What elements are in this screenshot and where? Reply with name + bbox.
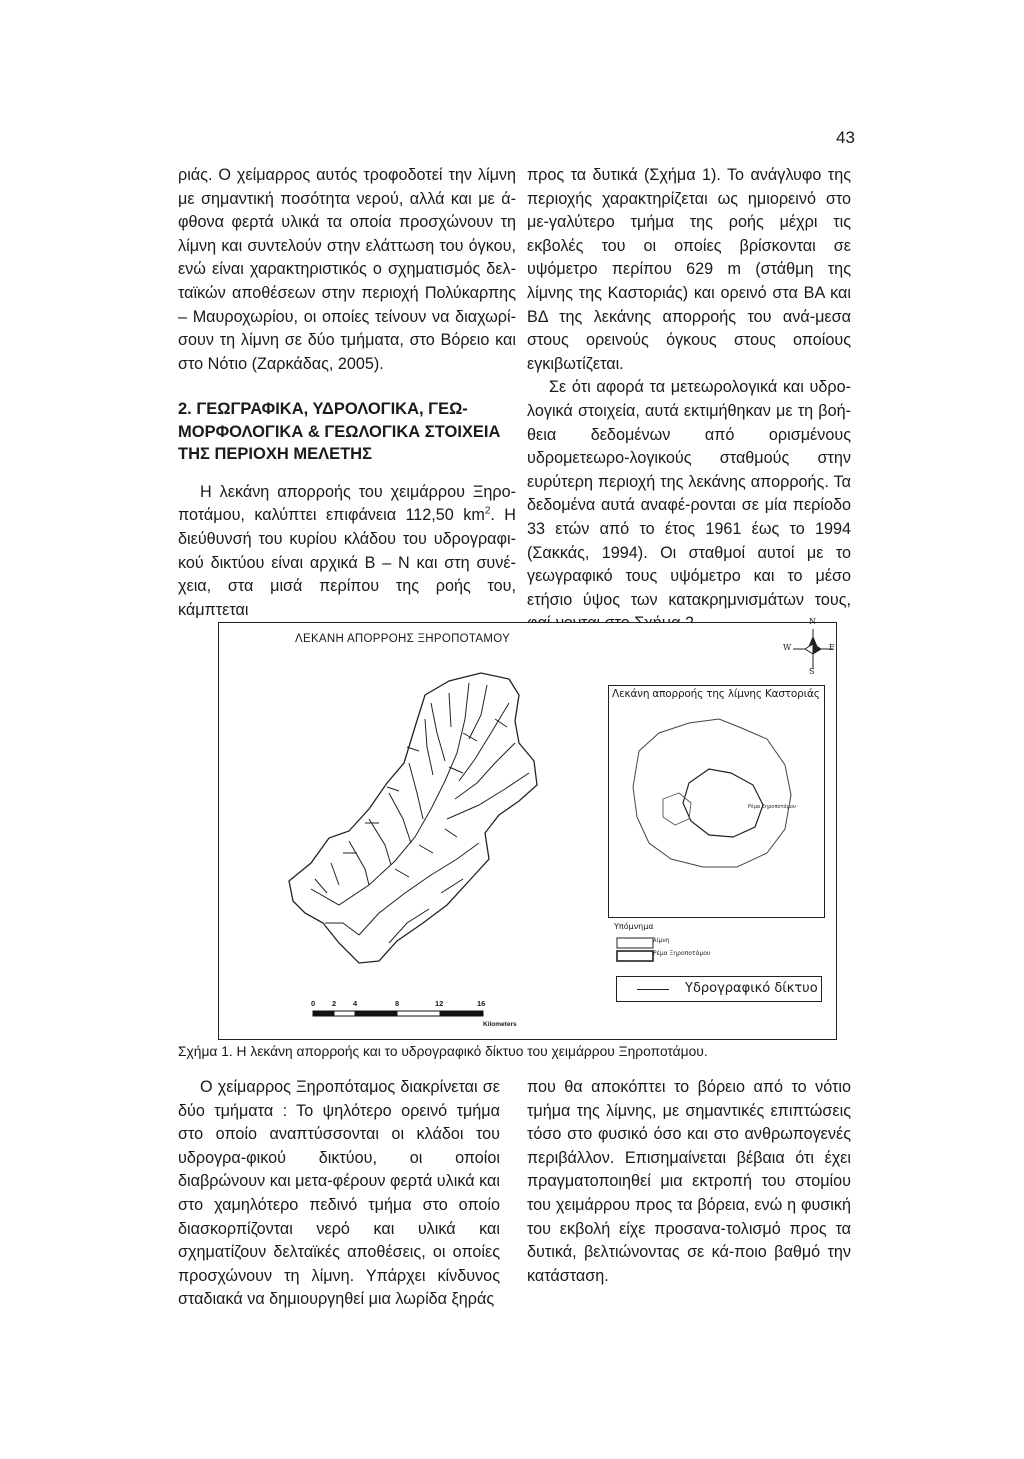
inset-rema-label: Ρέμα Ξηροποτάμου [748,804,796,810]
legend-lake-label: λίμνη [653,937,670,944]
paragraph: Σε ότι αφορά τα μετεωρολογικά και υδρο-λογικά στοιχεία, αυτά εκτιμήθηκαν με τη βοή-θεια δεδομένων από ορισμένους υδρομετεωρο-λογικούς σταθμούς στην ευρύτερη περιοχή της λεκάνης απορροής. Τα δεδομένα αυτά αναφέ-ρονται σε μία περίοδο 33 ετών από το έτος 1961 έως το 1994 (Σακκάς, 1994). Οι σταθμοί αυτοί με το γεωγραφικό τους υψόμετρο και το μέσο ετήσιο ύψος των κατακρημνισμάτων τους, [527,378,851,609]
right-column-top [527,164,851,636]
scale-tick-label: 2 [332,999,337,1008]
paragraph: που θα αποκόπτει το βόρειο από το νότιο τμήμα της λίμνης, με σημαντικές επιπτώσεις τόσο στο φυσικό όσο και στο ανθρωπογενές περιβάλλον. Επισημαίνεται βέβαια ότι έχει πραγματοποιηθεί μια εκτροπή του στομίου του χειμάρρου προς τα βόρεια, ενώ η φυσική του εκβολή είχε προσανα-τολισμό προς τα δυτικά, βελτιώνοντας σε κά-ποιο βαθμό την κατάσταση. [527,1078,851,1285]
paragraph: Ο χείμαρρος Ξηροπόταμος διακρίνεται σε δύο τμήματα : Το ψηλότερο ορεινό τμήμα στο οποίο αναπτύσσονται οι κλάδοι του υδρογρα-φικού δικτύου, οι οποίοι διαβρώνουν και μετα-φέρουν φερτά υλικά και στο χαμηλότερο πεδινό τμήμα στο οποίο διασκορπίζονται νερό και υλικά και σχηματίζουν δελταϊκές αποθέσεις, οι οποίες προσχώνουν τη λίμνη. Υπάρχει κίνδυνος σταδιακά να δημιουργηθεί μια λωρίδα ξηράς [178,1078,500,1309]
legend [608,918,825,1022]
scale-tick-label: 4 [353,999,358,1008]
network-line-swatch [637,989,669,990]
legend-rema-label: Ρέμα Ξηροποτάμου [653,950,711,957]
scale-tick-label: 12 [435,999,444,1008]
page-number: 43 [836,128,855,147]
text-run: Η λεκάνη απορροής του χειμάρρου Ξηρο-ποτάμου, καλύπτει επιφάνεια 112,50 km [178,482,516,525]
scale-bar [313,1011,483,1016]
figure-caption: Σχήμα 1. Η λεκάνη απορροής και το υδρογραφικό δίκτυο του χειμάρρου Ξηροποτάμου. [178,1044,708,1059]
left-column-top [178,164,516,622]
compass-north-label: N [809,617,816,626]
scale-tick-label: 0 [311,999,316,1008]
figure-title: ΛΕΚΑΝΗ ΑΠΟΡΡΟΗΣ ΞΗΡΟΠΟΤΑΜΟΥ [295,633,511,645]
scale-tick-label: 8 [395,999,400,1008]
compass-west-label: W [783,643,792,652]
inset-map [608,685,825,918]
paragraph [178,481,516,623]
compass-east-label: E [829,643,835,652]
legend-network-label: Υδρογραφικό δίκτυο [685,981,818,996]
drainage-network [311,683,529,943]
scale-unit: Kilometers [483,1021,517,1028]
figure-map [218,617,837,1040]
paragraph: προς τα δυτικά (Σχήμα 1). Το ανάγλυφο της περιοχής χαρακτηρίζεται ως ημιορεινό στο με-γαλύτερο τμήμα της ροής μέχρι τις εκβολές του οι οποίες βρίσκονται σε υψόμετρο περίπου 629 m (στάθμη της λίμνης της Καστοριάς) και ορεινό στα ΒΑ και ΒΔ της λεκάνης απορροής του ανά-μεσα στους ορεινούς όγκους στους οποίους εγκιβωτίζεται. [527,166,851,373]
superscript: 2 [484,506,491,518]
right-column-bottom [527,1076,851,1288]
left-column-bottom [178,1076,500,1312]
text-run: . Η διεύθυνσή του κυρίου κλάδου του υδρογραφι-κού δικτύου είναι αρχικά Β – Ν και στη συνέ-χεια, στα μισά περίπου της ροής του, κάμπτεται [178,506,516,619]
legend-title: Υπόμνημα [614,922,654,931]
compass-south-label: S [809,667,815,676]
scale-tick-label: 16 [477,999,486,1008]
inset-title: Λεκάνη απορροής της λίμνης Καστοριάς [612,688,820,700]
legend-network-item [616,976,822,1002]
paragraph: ριάς. Ο χείμαρρος αυτός τροφοδοτεί την λίμνη με σημαντική ποσότητα νερού, αλλά και με ά-φθονα φερτά υλικά τα οποία προσχώνουν τη λίμνη και συντελούν στην ελάττωση του όγκου, ενώ είναι χαρακτηριστικός ο σχηματισμός δελ-ταϊκών αποθέσεων στην περιοχή Πολύκαρπης – Μαυροχωρίου, οι οποίες τείνουν να διαχωρί-σουν τη λίμνη σε δύο τμήματα, στο Βόρειο και στο Νότιο (Ζαρκάδας, 2005). [178,166,516,373]
compass-rose [793,629,833,669]
section-heading: 2. ΓΕΩΓΡΑΦΙΚΑ, ΥΔΡΟΛΟΓΙΚΑ, ΓΕΩ-ΜΟΡΦΟΛΟΓΙΚΑ & ΓΕΩΛΟΓΙΚΑ ΣΤΟΙΧΕΙΑ ΤΗΣ ΠΕΡΙΟΧΗ ΜΕΛΕΤΗΣ [178,400,501,464]
